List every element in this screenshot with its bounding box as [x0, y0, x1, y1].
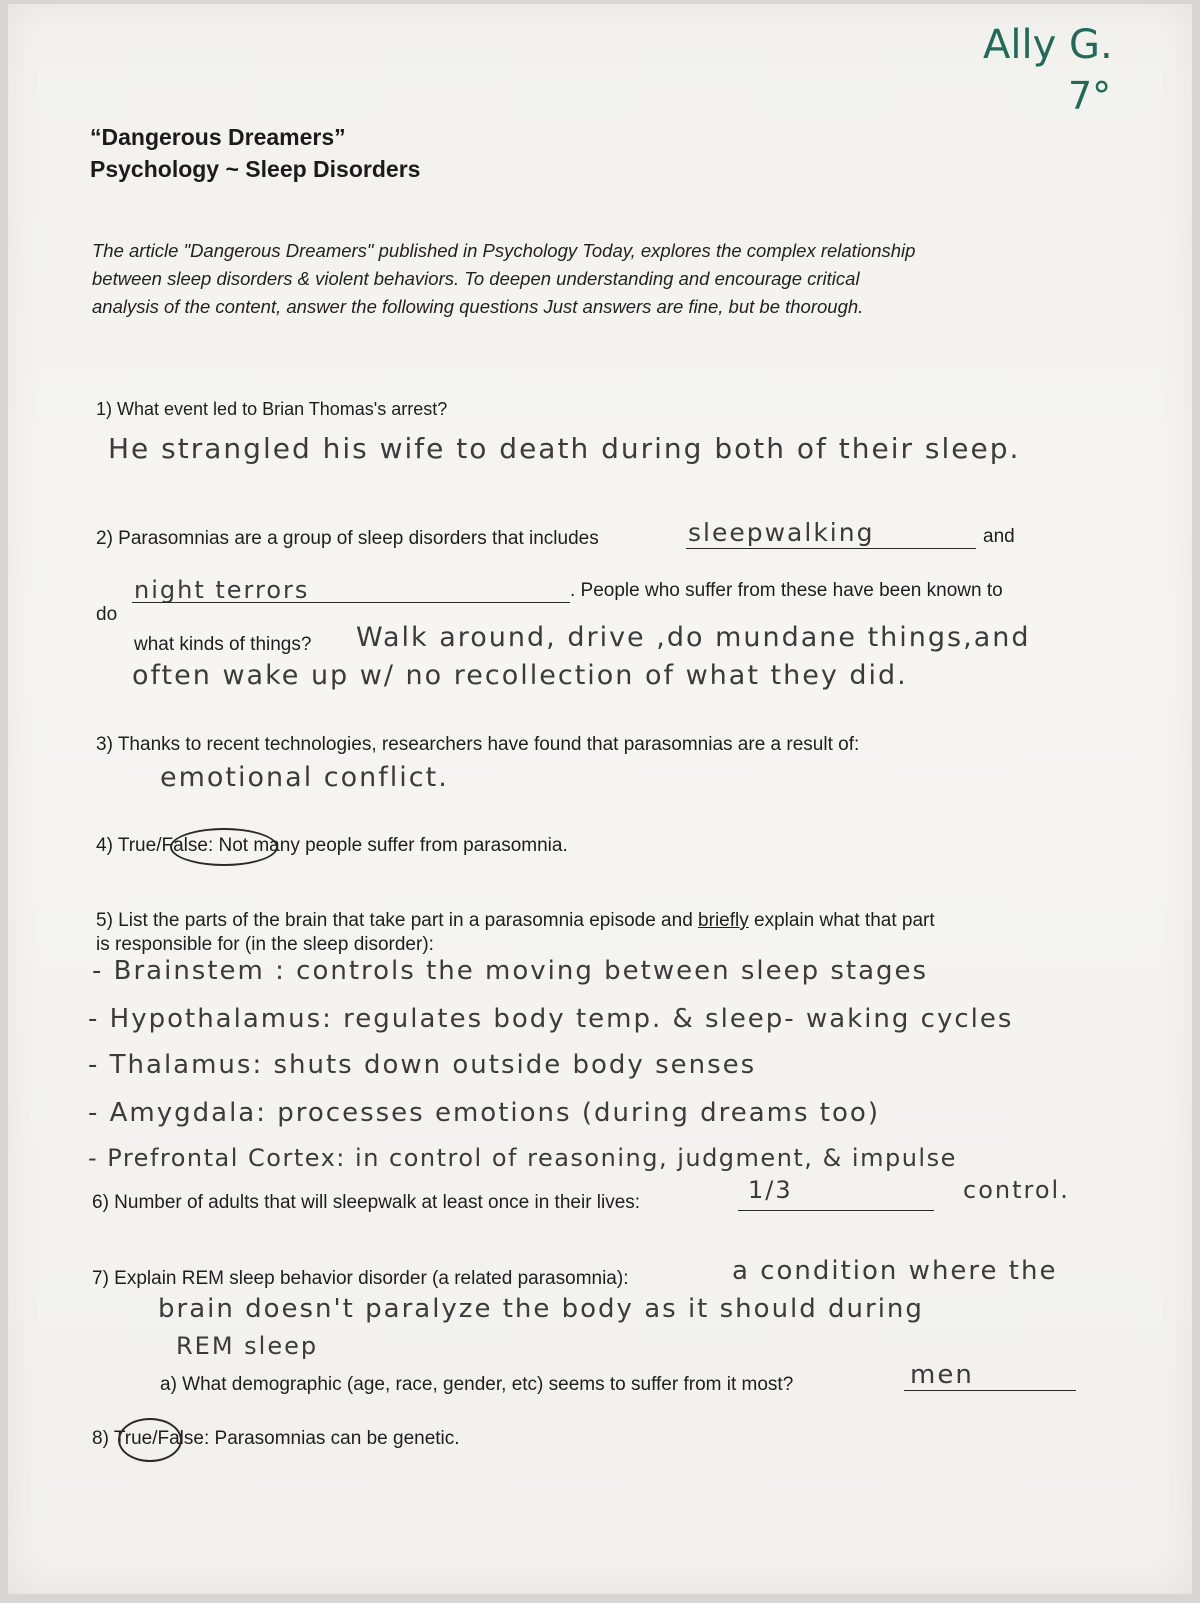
q2-prompt-part1: 2) Parasomnias are a group of sleep disorders that includes — [96, 528, 599, 549]
q5-prompt-line1 — [96, 910, 935, 932]
q5-prompt-part2: explain what that part — [748, 910, 935, 931]
q6-blank-line — [738, 1210, 934, 1211]
q8-circled-answer: True — [113, 1428, 153, 1449]
q7a-blank-line — [904, 1390, 1076, 1391]
q7-answer-line3: REM sleep — [176, 1332, 319, 1360]
q5-answer-prefrontal: - Prefrontal Cortex: in control of reasoning, judgment, & impulse — [88, 1144, 957, 1172]
worksheet-subtitle: Psychology ~ Sleep Disorders — [90, 156, 421, 182]
q4-answer-circle — [170, 828, 278, 866]
q5-answer-amygdala: - Amygdala: processes emotions (during dreams too) — [88, 1098, 880, 1128]
q5-prompt-emphasis: briefly — [698, 910, 749, 931]
q6-answer: 1/3 — [748, 1176, 793, 1204]
q5-answer-hypothalamus: - Hypothalamus: regulates body temp. & sleep- waking cycles — [88, 1004, 1014, 1034]
q4-prefix: 4) True/ — [96, 835, 162, 856]
q7a-answer: men — [910, 1360, 974, 1390]
worksheet-page — [8, 4, 1192, 1594]
q6-prompt: 6) Number of adults that will sleepwalk at least once in their lives: — [92, 1192, 641, 1213]
intro-line-2: between sleep disorders & violent behaviors. To deepen understanding and encourage critical — [92, 268, 860, 289]
q4-circled-answer: False: — [161, 835, 214, 856]
q2-blank2-line — [132, 602, 570, 603]
q8-statement: /False: Parasomnias can be genetic. — [152, 1428, 460, 1449]
q8-answer-circle — [118, 1418, 182, 1462]
q7-answer-line2: brain doesn't paralyze the body as it should during — [158, 1294, 924, 1324]
q7-prompt: 7) Explain REM sleep behavior disorder (a related parasomnia): — [92, 1268, 629, 1289]
q2-blank1-line — [686, 548, 976, 549]
q2-do: do — [96, 604, 118, 625]
q2-prompt-part2: . People who suffer from these have been known to — [570, 580, 1003, 601]
q2-prompt-part3: what kinds of things? — [134, 634, 312, 655]
q4-statement: Not many people suffer from parasomnia. — [213, 835, 568, 856]
q2-blank1-answer: sleepwalking — [688, 518, 875, 547]
q8-prefix: 8) — [92, 1428, 114, 1449]
q3-prompt: 3) Thanks to recent technologies, researchers have found that parasomnias are a result of: — [96, 734, 860, 755]
q3-answer: emotional conflict. — [160, 762, 449, 793]
q4-line — [96, 835, 568, 857]
q2-blank2-answer: night terrors — [134, 576, 310, 604]
q5-answer-thalamus: - Thalamus: shuts down outside body senses — [88, 1050, 757, 1080]
q2-answer-line1: Walk around, drive ,do mundane things,and — [356, 622, 1031, 653]
student-name: Ally G. — [983, 22, 1113, 68]
intro-line-3: analysis of the content, answer the following questions Just answers are fine, but be thorough. — [92, 296, 864, 317]
q2-and: and — [983, 526, 1015, 547]
q5-answer-wrap: control. — [963, 1176, 1070, 1204]
q5-prompt-line2: is responsible for (in the sleep disorder): — [96, 934, 434, 955]
class-period: 7° — [1068, 74, 1112, 118]
q2-answer-line2: often wake up w/ no recollection of what they did. — [132, 660, 908, 691]
q7-answer-line1: a condition where the — [732, 1256, 1058, 1286]
q5-answer-brainstem: - Brainstem : controls the moving between sleep stages — [92, 956, 929, 986]
intro-line-1: The article "Dangerous Dreamers" published in Psychology Today, explores the complex relationship — [92, 240, 916, 261]
worksheet-title: “Dangerous Dreamers” — [90, 124, 346, 150]
q5-prompt-part1: 5) List the parts of the brain that take part in a parasomnia episode and — [96, 910, 699, 931]
q1-answer: He strangled his wife to death during both of their sleep. — [108, 432, 1021, 465]
q7a-prompt: a) What demographic (age, race, gender, etc) seems to suffer from it most? — [160, 1374, 794, 1395]
q1-prompt: 1) What event led to Brian Thomas's arrest? — [96, 399, 448, 419]
